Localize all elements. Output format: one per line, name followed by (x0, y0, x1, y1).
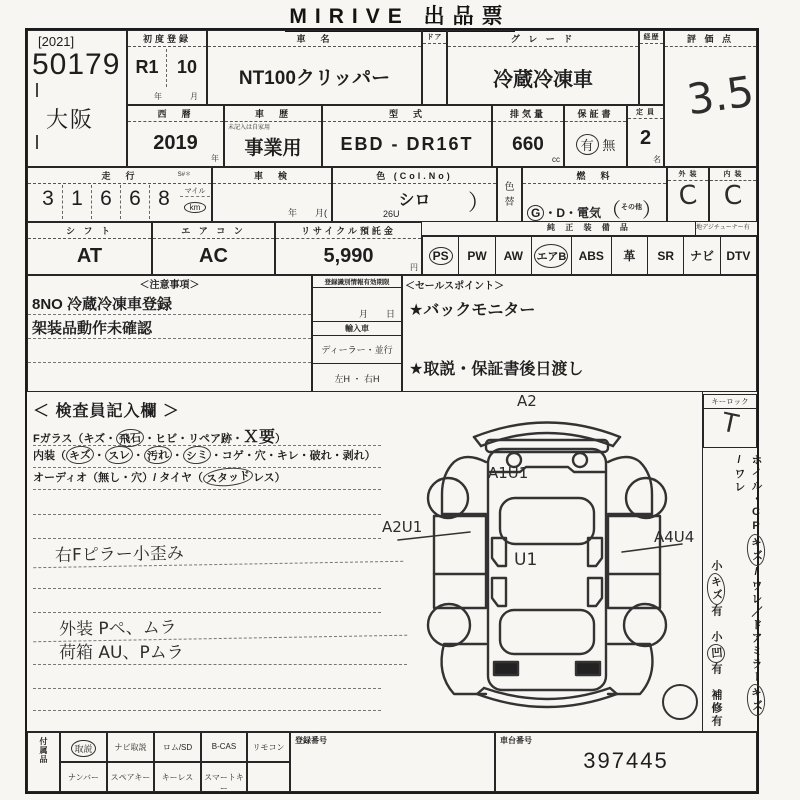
audio-pre: オーディオ（無し・穴）/ タイヤ（ (33, 472, 204, 484)
mileage-label: 走 行 (28, 168, 211, 184)
mileage-small-note: S#＊ (177, 172, 191, 178)
odometer-digit: 6 (121, 185, 150, 219)
usage-history-cell (224, 105, 322, 167)
front-glass-line (33, 424, 381, 446)
odometer-digit: 3 (34, 185, 63, 219)
damage-code-hood: A1U1 (488, 464, 529, 482)
warranty-no: 無 (602, 138, 616, 153)
inspector-note: 外装 Pペ、ムラ (33, 609, 407, 643)
fglass-circled: 飛石 (115, 428, 144, 448)
sales-points-label: ＜セールスポイント＞ (405, 281, 505, 292)
grade-cell (447, 30, 639, 105)
audio-post: レス） (253, 472, 286, 484)
interior-grade-label: 内 装 (710, 168, 756, 181)
keylock-box (703, 394, 757, 448)
displacement-label: 排気量 (493, 106, 563, 122)
interior-circled: キズ (65, 445, 94, 465)
strip-text: /ワレ／ドアミラー (750, 566, 762, 684)
odometer-digit: 8 (158, 187, 170, 210)
equip-item-airbag: エアB (534, 244, 568, 268)
first-reg-month-unit: 月 (190, 92, 198, 101)
grade-value: 冷蔵冷凍車 (493, 69, 593, 91)
chassis-number-label: 車台番号 (500, 736, 532, 745)
shift-value: AT (76, 245, 103, 267)
exterior-grade-label: 外 装 (668, 168, 708, 181)
interior-check-line (33, 446, 381, 468)
color-change-bottom: 替 (504, 197, 515, 208)
interior-pre: 内装（ (33, 450, 66, 462)
color-value: シロ (398, 192, 431, 209)
sheet-title-kanji: 出品票 (423, 5, 511, 28)
venue: 大阪 (46, 107, 95, 132)
score-label: 評 価 点 (665, 31, 756, 47)
color-change-cell (497, 167, 522, 222)
door-cell (422, 30, 447, 105)
recycle-fee-value: 5,990 (323, 245, 374, 267)
calendar-year-label: 西 暦 (128, 106, 223, 122)
damage-code-bed: U1 (514, 550, 538, 570)
vehicle-diagram-drawing (382, 392, 712, 732)
registration-number-cell (290, 732, 495, 792)
tick-mark (36, 135, 38, 149)
damage-code-roof: A2 (517, 392, 537, 410)
car-name-cell (207, 30, 422, 105)
studless-circled: スタッド (202, 466, 253, 488)
vehicle-diagram (382, 392, 712, 732)
interior-dot: ・ (132, 450, 144, 462)
history-cell (639, 30, 664, 105)
notice-line: 架装品動作未確認 (28, 315, 311, 339)
chassis-number-cell (495, 732, 757, 792)
strip-text: /ワレ (733, 454, 745, 494)
accessory-smart-key: スマートキー (201, 762, 247, 792)
import-label: 輸入車 (313, 322, 401, 336)
calendar-year-cell (127, 105, 224, 167)
car-name-label: 車 名 (208, 31, 421, 47)
color-change-top: 色 (504, 182, 515, 193)
recycle-fee-unit: 円 (410, 263, 418, 272)
recycle-fee-cell (275, 222, 422, 275)
strip-circled-kizu: キズ (746, 533, 767, 566)
accessory-remote: リモコン (247, 732, 290, 762)
handle-side-row: 左H ・ 右H (334, 374, 380, 384)
calendar-year-unit: 年 (211, 154, 219, 163)
warranty-yes: 有 (576, 134, 599, 155)
equipment-row (422, 236, 757, 275)
model-code-value: EBD - DR16T (340, 134, 474, 154)
auction-year-tag: [2021] (38, 34, 75, 49)
aircon-value: AC (199, 245, 228, 267)
equipment-label: 純 正 装 備 品 (547, 223, 632, 232)
equip-item-dtv: DTV (721, 236, 757, 275)
displacement-unit: cc (552, 155, 560, 164)
sales-point: ★取説・保証書後日渡し (409, 361, 584, 378)
interior-dot: ・ (93, 450, 105, 462)
grade-label: グ レ ー ド (448, 31, 638, 47)
color-cell (332, 167, 497, 222)
equipment-cell (422, 222, 757, 275)
color-code: 26U (383, 209, 400, 219)
interior-grade-cell (709, 167, 757, 222)
inspection-label: 車 検 (213, 168, 331, 184)
sales-point: ★バックモニター (409, 302, 536, 319)
strip-circled-kizu: キズ (746, 683, 767, 716)
notices-label: ＜注意事項＞ (139, 280, 200, 291)
small-damage-note-text (707, 560, 725, 730)
strip-text: 有 小 (710, 605, 722, 644)
inspection-cell (212, 167, 332, 222)
chassis-number-value: 397445 (583, 748, 669, 773)
inspection-units: 年 月( (288, 208, 327, 218)
brand-name: MIRIVE (289, 5, 410, 28)
strip-text: ホイル・CP (750, 454, 762, 534)
notice-empty-line (28, 339, 311, 363)
keylock-mark: T (719, 407, 741, 441)
interior-circled: スレ (104, 445, 133, 465)
note-ruled-line (33, 664, 381, 689)
exterior-grade-cell (667, 167, 709, 222)
car-name-value: NT100クリッパー (238, 68, 391, 89)
interior-circled: 汚れ (143, 445, 172, 465)
import-type-row: ディーラー・並行 (313, 336, 401, 364)
warranty-cell (564, 105, 627, 167)
strip-circled-kizu: キズ (706, 572, 727, 605)
interior-circled: シミ (182, 445, 211, 465)
mile-unit-label: マイル (180, 186, 210, 197)
inspector-note: 荷箱 AU、Pムラ (33, 638, 407, 665)
warranty-label: 保証書 (565, 106, 626, 122)
inspector-title: ＜ 検査員記入欄 ＞ (33, 403, 180, 420)
tuner-note: 地デジチューナー有 (695, 222, 757, 235)
first-reg-month: 10 (176, 57, 198, 77)
mileage-cell (27, 167, 212, 222)
color-paren: ） (467, 190, 490, 215)
reg-id-label: 登録識別情報有効期限 (313, 276, 401, 288)
interior-grade-value: C (722, 180, 744, 212)
accessory-manual (60, 732, 107, 762)
first-registration-label: 初度登録 (128, 31, 206, 47)
exterior-grade-value: C (677, 180, 699, 212)
fuel-gasoline: G (527, 205, 544, 221)
accessory-rom-sd: ロム/SD (154, 732, 201, 762)
strip-text: 有 補修有 (710, 663, 722, 728)
usage-history-value: 事業用 (244, 138, 302, 159)
sales-points-cell (402, 275, 757, 392)
lot-block (27, 30, 127, 167)
note-ruled-line (33, 490, 381, 515)
history-label: 経歴 (640, 31, 663, 44)
shift-cell (27, 222, 152, 275)
interior-rest: ・コゲ・穴・キレ・破れ・剥れ） (210, 450, 376, 462)
fglass-pre: Fガラス（キズ・ (33, 433, 117, 445)
recycle-fee-label: リサイクル預託金 (276, 223, 421, 239)
mileage-unit-box (180, 186, 210, 215)
fuel-options: ・D・電気 (544, 206, 602, 220)
displacement-value: 660 (512, 134, 544, 155)
usage-history-note: 未記入は自家用 (228, 125, 271, 131)
fglass-x-required: Ｘ要 (242, 429, 275, 446)
accessories-label: 付属品 (39, 737, 48, 764)
score-value: 3.5 (683, 66, 757, 125)
equip-item-abs: ABS (572, 236, 612, 275)
first-reg-year-unit: 年 (154, 92, 162, 101)
equip-item-sr: SR (648, 236, 684, 275)
capacity-label: 定 員 (628, 106, 663, 119)
aircon-label: エ ア コ ン (153, 223, 274, 239)
notice-line: 8NO 冷蔵冷凍車登録 (28, 291, 311, 315)
calendar-year-value: 2019 (153, 132, 198, 154)
lot-number: 50179 (32, 48, 121, 81)
fuel-label: 燃 料 (523, 168, 666, 184)
model-code-cell (322, 105, 492, 167)
damage-code-right: A4U4 (654, 528, 695, 546)
fuel-paren-open: （ (601, 200, 622, 222)
note-ruled-line (33, 688, 381, 711)
shift-label: シ フ ト (28, 223, 151, 239)
equip-item-ps: PS (429, 247, 453, 265)
interior-dot: ・ (171, 450, 183, 462)
accessory-spare-key: スペアキー (107, 762, 154, 792)
fuel-cell (522, 167, 667, 222)
odometer-digits (34, 185, 178, 219)
color-label: 色 (Col.No) (333, 168, 496, 184)
accessory-keyless: キーレス (154, 762, 201, 792)
reg-id-cell (312, 275, 402, 392)
equip-item-navi: ナビ (684, 236, 720, 275)
fuel-other-label: その他 (621, 204, 643, 211)
wheel-mirror-check-text (731, 454, 765, 726)
accessory-manual-circled: 取説 (71, 740, 95, 757)
strip-circled-dent: 凹 (706, 643, 726, 663)
keylock-label: キーロック (704, 395, 756, 409)
reg-id-month-day: 月 日 (358, 309, 395, 319)
fglass-mid: ・ヒビ・リペア跡・ (144, 433, 243, 445)
first-registration-cell (127, 30, 207, 105)
capacity-cell (627, 105, 664, 167)
aircon-cell (152, 222, 275, 275)
audio-tire-line (33, 468, 381, 490)
accessory-empty (247, 762, 290, 792)
registration-number-label: 登録番号 (295, 736, 327, 745)
equip-item-pw: PW (459, 236, 495, 275)
note-ruled-line (33, 564, 381, 589)
accessories-label-cell (27, 732, 60, 792)
tick-mark (36, 83, 38, 97)
strip-text: 小 (710, 560, 722, 573)
model-code-label: 型 式 (323, 106, 491, 122)
capacity-unit: 名 (653, 155, 661, 164)
equip-item-leather: 革 (612, 236, 648, 275)
damage-code-left: A2U1 (382, 518, 423, 536)
door-label: ドア (423, 31, 446, 44)
notices-cell (27, 275, 312, 392)
fglass-close: ） (274, 433, 286, 445)
inspector-note: 右Fピラー小歪み (33, 535, 403, 568)
right-strip (702, 392, 764, 732)
fuel-paren-close: ） (642, 200, 663, 222)
inspector-section (27, 392, 764, 732)
capacity-value: 2 (639, 127, 652, 149)
form-frame (25, 28, 764, 794)
km-unit-label: km (184, 202, 207, 213)
displacement-cell (492, 105, 564, 167)
accessory-bcas: B-CAS (201, 732, 247, 762)
usage-history-label: 車 歴 (225, 106, 321, 122)
odometer-digit: 6 (92, 185, 121, 219)
accessory-navi-manual: ナビ取説 (107, 732, 154, 762)
score-cell (664, 30, 757, 167)
sheet-title (0, 0, 800, 30)
equip-item-aw: AW (496, 236, 532, 275)
first-reg-era: R1 (128, 49, 167, 87)
odometer-digit: 1 (63, 185, 92, 219)
accessory-number-plate: ナンバー (60, 762, 107, 792)
